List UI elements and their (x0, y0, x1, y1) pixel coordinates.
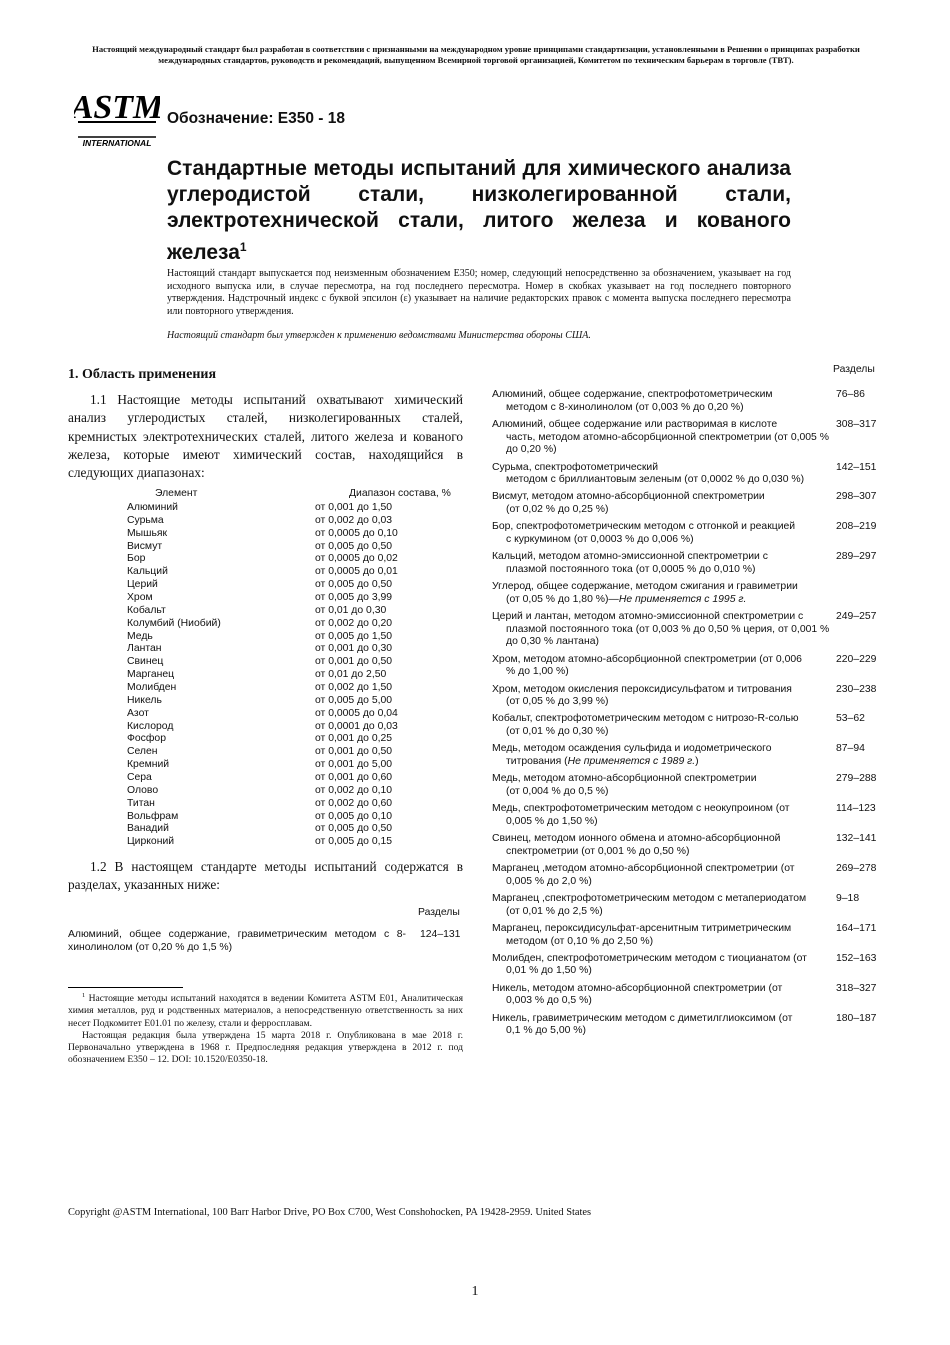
method-description (492, 462, 830, 487)
method-description (492, 521, 830, 546)
astm-logo-icon (74, 82, 160, 148)
method-line-2-text: плазмой постоянного тока (от 0,003 % до 0,50 % церия, от 0,001 % до 0,30 % лантана) (506, 623, 830, 648)
element-name: Селен (127, 746, 158, 758)
method-description (492, 803, 830, 828)
element-range: от 0,0005 до 0,10 (315, 527, 398, 539)
element-name: Кислород (127, 720, 174, 732)
table-row (127, 682, 489, 695)
method-description (492, 893, 830, 918)
method-line-2 (492, 876, 830, 889)
method-line-2 (492, 756, 830, 769)
method-entry (68, 929, 463, 954)
method-line-2-text: (от 0,05 % до 3,99 %) (506, 696, 609, 708)
sections-label-right: Разделы (833, 364, 875, 375)
method-sections: 124–131 (420, 929, 461, 940)
section-1-heading: 1. Область применения (68, 367, 217, 382)
method-line-2 (492, 696, 830, 709)
element-range: от 0,005 до 5,00 (315, 694, 393, 706)
table-row (127, 643, 489, 656)
method-entry (492, 654, 884, 679)
element-name: Марганец (127, 669, 175, 681)
table-row (127, 772, 489, 785)
method-sections: 230–238 (836, 683, 877, 695)
method-line-1: Кальций, методом атомно-эмиссионной спектрометрии с (492, 551, 768, 563)
method-line-2-text: плазмой постоянного тока (от 0,0005 % до 0,010 %) (506, 563, 756, 575)
element-range: от 0,0001 до 0,03 (315, 720, 398, 732)
method-sections: 53–62 (836, 713, 865, 725)
method-line-2-text: (от 0,004 % до 0,5 %) (506, 785, 609, 797)
method-line-1: Бор, спектрофотометрическим методом с отгонкой и реакцией (492, 521, 796, 533)
issuance-note: Настоящий стандарт выпускается под неизменным обозначением E350; номер, следующий непосредственно за обозначением, указывает на год исходного выпуска или, в случае пересмотра, на год последнего пересмотра. Номер в скобках указывает на год последнего повторного утверждения. Надстрочный индекс с буквой эпсилон (ε) указывает на наличие редакторских правок с момента выпуска последнего пересмотра или повторного утверждения. (167, 268, 791, 317)
element-name: Медь (127, 630, 153, 642)
method-line-2-text: часть, методом атомно-абсорбционной спектрометрии (от 0,005 % до 0,20 %) (506, 431, 829, 456)
table-row (127, 823, 489, 836)
method-note-italic: Не применяется с 1989 г. (567, 756, 696, 768)
method-line-1: Сурьма, спектрофотометрический (492, 461, 659, 473)
element-range: от 0,005 до 0,15 (315, 836, 393, 848)
method-sections: 180–187 (836, 1012, 877, 1024)
table-row (127, 566, 489, 579)
table-row (127, 708, 489, 721)
method-line-1: Никель, методом атомно-абсорбционной спектрометрии (от (492, 982, 783, 994)
element-range: от 0,002 до 0,20 (315, 617, 393, 629)
method-sections: 298–307 (836, 491, 877, 503)
approval-note: Настоящий стандарт был утвержден к применению ведомствами Министерства обороны США. (167, 330, 591, 341)
method-line-2 (492, 726, 830, 739)
element-name: Хром (127, 592, 153, 604)
footnote-committee (68, 990, 463, 1030)
designation: Обозначение: E350 - 18 (167, 110, 346, 127)
method-line-2-text: (от 0,01 % до 2,5 %) (506, 905, 603, 917)
method-line-2 (492, 504, 830, 517)
method-entry (492, 923, 884, 948)
element-name: Сера (127, 772, 152, 784)
method-description (492, 551, 830, 576)
method-line-2-text: % до 1,00 %) (506, 666, 569, 678)
method-line-1: Свинец, методом ионного обмена и атомно-абсорбционной (492, 833, 781, 845)
element-column-header: Элемент (155, 488, 198, 499)
method-description (492, 654, 830, 679)
method-line-1: Кобальт, спектрофотометрическим методом с нитрозо-R-солью (492, 713, 799, 725)
method-line-2 (492, 906, 830, 919)
method-sections: 269–278 (836, 863, 877, 874)
element-range: от 0,0005 до 0,01 (315, 566, 398, 578)
method-line-2 (492, 846, 830, 859)
method-line-1: Марганец, пероксидисульфат-арсенитным титриметрическим (492, 922, 792, 934)
method-description (492, 713, 830, 738)
table-row (127, 811, 489, 824)
element-range: от 0,002 до 1,50 (315, 682, 393, 694)
method-sections: 76–86 (836, 389, 865, 400)
method-entry (492, 581, 884, 606)
method-description (492, 833, 830, 858)
method-line-2-text: 0,005 % до 1,50 %) (506, 815, 598, 827)
method-line-2-text: 0,01 % до 1,50 %) (506, 965, 592, 977)
element-name: Цирконий (127, 836, 175, 848)
method-line-1: Углерод, общее содержание, методом сжигания и гравиметрии (492, 581, 798, 593)
method-entry (492, 773, 884, 798)
sections-label-left: Разделы (418, 907, 460, 918)
method-line-2-text: (от 0,05 % до 1,80 %)— (506, 593, 619, 605)
table-row (127, 746, 489, 759)
method-line-2 (492, 432, 830, 457)
paragraph-1-2: 1.2 В настоящем стандарте методы испытаний содержатся в разделах, указанных ниже: (68, 859, 463, 893)
method-line-2 (492, 402, 830, 415)
method-entry (492, 611, 884, 649)
table-row (127, 541, 489, 554)
method-entry (492, 803, 884, 828)
element-name: Вольфрам (127, 810, 179, 822)
method-line-2 (492, 936, 830, 949)
method-entry (492, 833, 884, 858)
method-description (492, 863, 830, 888)
method-line-1: Марганец ,методом атомно-абсорбционной спектрометрии (от (492, 863, 795, 874)
footnote-edition: Настоящая редакция была утверждена 15 марта 2018 г. Опубликована в мае 2018 г. Первоначально утверждена в 1968 г. Предпоследняя редакция утверждена в 2012 г. под обозначением E350 – 12. DOI: 10.1520/E0350-18. (68, 1029, 463, 1066)
element-name: Бор (127, 553, 146, 565)
method-entry (492, 419, 884, 457)
element-range: от 0,002 до 0,03 (315, 514, 393, 526)
method-entry (492, 462, 884, 487)
method-line-1: Хром, методом атомно-абсорбционной спектрометрии (от 0,006 (492, 653, 802, 665)
element-range: от 0,002 до 0,10 (315, 784, 393, 796)
table-row (127, 785, 489, 798)
copyright: Copyright @ASTM International, 100 Barr Harbor Drive, PO Box C700, West Conshohocken, PA 19428-2959. United States (68, 1207, 592, 1218)
footnote-committee-text: Настоящие методы испытаний находятся в ведении Комитета ASTM E01, Аналитическая химия металлов, руд и родственных материалов, а непосредственную ответственность за них несет Подкомитет E01.01 по железу, стали и ферросплавам. (68, 993, 463, 1029)
method-line-2-text: титрования ( (506, 756, 568, 768)
method-line-2-text: 0,003 % до 0,5 %) (506, 995, 592, 1007)
method-line-1: Хром, методом окисления пероксидисульфатом и титрования (492, 683, 792, 695)
method-description (492, 491, 830, 516)
element-range: от 0,001 до 0,50 (315, 656, 393, 668)
method-description (492, 581, 830, 606)
method-sections: 318–327 (836, 982, 877, 994)
method-sections: 87–94 (836, 743, 865, 755)
method-line-2-text: спектрометрии (от 0,001 % до 0,50 %) (506, 845, 690, 857)
table-row (127, 836, 489, 849)
method-line-2-text: методом (от 0,10 % до 2,50 %) (506, 935, 654, 947)
table-row (127, 592, 489, 605)
table-row (127, 502, 489, 515)
table-row (127, 733, 489, 746)
method-line-1: Висмут, методом атомно-абсорбционной спектрометрии (492, 491, 765, 503)
method-note-italic: Не применяется с 1995 г. (618, 593, 747, 605)
method-line-1: Церий и лантан, методом атомно-эмиссионной спектрометрии с (492, 611, 804, 623)
document-title-text: Стандартные методы испытаний для химического анализа углеродистой стали, низколегированной стали, электротехнической стали, литого железа и кованого железа (167, 157, 791, 264)
footnote (68, 990, 463, 1066)
method-entry (492, 983, 884, 1008)
footnote-mark: 1 (82, 992, 86, 999)
method-line-2 (492, 995, 830, 1008)
method-sections: 249–257 (836, 611, 877, 623)
method-line-1: Алюминий, общее содержание или растворимая в кислоте (492, 418, 778, 430)
method-line-1: Медь, спектрофотометрическим методом с неокупроином (от (492, 803, 790, 815)
element-range: от 0,005 до 1,50 (315, 630, 393, 642)
title-footnote-mark: 1 (239, 240, 247, 254)
method-line-2 (492, 534, 830, 547)
table-row (127, 579, 489, 592)
table-row (127, 721, 489, 734)
page-number: 1 (471, 1284, 479, 1299)
method-line-2-text: (от 0,01 % до 0,30 %) (506, 726, 609, 738)
table-row (127, 798, 489, 811)
element-name: Лантан (127, 643, 162, 655)
method-line-2-text: 0,1 % до 5,00 %) (506, 1025, 586, 1037)
element-name: Кобальт (127, 604, 166, 616)
method-sections: 152–163 (836, 952, 877, 964)
method-description (492, 1013, 830, 1038)
table-row (127, 631, 489, 644)
method-line-1: Марганец ,спектрофотометрическим методом с метапериодатом (492, 892, 807, 904)
element-name: Фосфор (127, 733, 166, 745)
method-line-2-text: методом с 8-хинолинолом (от 0,003 % до 0,20 %) (506, 401, 744, 413)
element-range: от 0,001 до 0,30 (315, 643, 393, 655)
method-line-2-text: методом с бриллиантовым зеленым (от 0,0002 % до 0,030 %) (506, 474, 805, 486)
method-description (492, 419, 830, 457)
element-name: Церий (127, 579, 158, 591)
composition-table-body (127, 502, 489, 849)
method-description (492, 389, 830, 414)
method-line-2 (492, 666, 830, 679)
element-name: Алюминий (127, 502, 178, 513)
element-range: от 0,005 до 0,10 (315, 810, 393, 822)
table-row (127, 669, 489, 682)
element-name: Титан (127, 797, 155, 809)
method-description (492, 923, 830, 948)
element-name: Свинец (127, 656, 164, 668)
element-range: от 0,01 до 0,30 (315, 604, 387, 616)
method-sections: 289–297 (836, 551, 877, 563)
method-note-tail: ) (695, 756, 699, 768)
method-entry (492, 389, 884, 414)
method-description (492, 983, 830, 1008)
element-range: от 0,005 до 0,50 (315, 540, 393, 552)
method-line-2 (492, 624, 830, 649)
method-entry (492, 893, 884, 918)
element-range: от 0,005 до 3,99 (315, 592, 393, 604)
method-sections: 308–317 (836, 418, 877, 430)
method-line-1: Никель, гравиметрическим методом с диметилглиоксимом (от (492, 1012, 793, 1024)
logo-international: INTERNATIONAL (82, 138, 152, 148)
method-sections: 142–151 (836, 461, 877, 473)
element-range: от 0,001 до 0,50 (315, 746, 393, 758)
method-line-1: Медь, методом атомно-абсорбционной спектрометрии (492, 773, 757, 785)
method-line-1: Алюминий, общее содержание, спектрофотометрическим (492, 389, 773, 400)
element-name: Ванадий (127, 823, 169, 835)
method-description (492, 773, 830, 798)
method-line-2-text: (от 0,02 % до 0,25 %) (506, 504, 609, 516)
method-sections: 114–123 (836, 803, 876, 815)
method-entry (492, 1013, 884, 1038)
table-row (127, 605, 489, 618)
element-range: от 0,002 до 0,60 (315, 797, 393, 809)
method-sections: 132–141 (836, 833, 877, 845)
method-entry (492, 863, 884, 888)
element-range: от 0,0005 до 0,04 (315, 707, 398, 719)
method-entry (492, 684, 884, 709)
element-range: от 0,001 до 1,50 (315, 502, 393, 513)
element-range: от 0,001 до 0,60 (315, 772, 393, 784)
element-range: от 0,005 до 0,50 (315, 579, 393, 591)
method-line-2 (492, 786, 830, 799)
element-range: от 0,005 до 0,50 (315, 823, 393, 835)
composition-table-header (127, 488, 489, 502)
element-range: от 0,001 до 5,00 (315, 759, 393, 771)
element-name: Молибден (127, 682, 177, 694)
method-line-1: Молибден, спектрофотометрическим методом с тиоцианатом (от (492, 952, 807, 964)
element-range: от 0,01 до 2,50 (315, 669, 387, 681)
element-name: Кальций (127, 566, 168, 578)
table-row (127, 553, 489, 566)
paragraph-1-1: 1.1 Настоящие методы испытаний охватывают химический анализ углеродистых сталей, низколегированных сталей, кремнистых электротехнических сталей, литого железа и кованого железа, которые имеют химический состав, находящийся в следующих диапазонах: (68, 392, 463, 481)
range-column-header: Диапазон состава, % (349, 488, 451, 499)
method-sections: 220–229 (836, 653, 877, 665)
element-name: Азот (127, 707, 149, 719)
method-description: Алюминий, общее содержание, гравиметрическим методом с 8-хинолинолом (от 0,20 % до 1,5 %) (68, 929, 406, 953)
table-row (127, 695, 489, 708)
table-row (127, 759, 489, 772)
method-line-2 (492, 816, 830, 829)
method-description (492, 743, 830, 768)
logo-mark: ASTM (74, 89, 160, 126)
element-name: Сурьма (127, 514, 164, 526)
method-description (492, 684, 830, 709)
element-range: от 0,0005 до 0,02 (315, 553, 398, 565)
composition-table (127, 488, 489, 849)
method-entry (492, 491, 884, 516)
element-name: Колумбий (Ниобий) (127, 617, 221, 629)
table-row (127, 528, 489, 541)
method-line-1: Медь, методом осаждения сульфида и иодометрического (492, 743, 772, 755)
element-name: Висмут (127, 540, 163, 552)
method-entry (492, 713, 884, 738)
method-line-2 (492, 474, 830, 487)
method-description (492, 953, 830, 978)
method-entry (492, 953, 884, 978)
table-row (127, 656, 489, 669)
method-line-2 (492, 594, 830, 607)
method-description (492, 611, 830, 649)
element-name: Олово (127, 784, 159, 796)
footnote-separator (68, 987, 183, 988)
method-line-2-text: с куркумином (от 0,0003 % до 0,006 %) (506, 534, 694, 546)
method-sections: 208–219 (836, 521, 877, 533)
method-entry (492, 521, 884, 546)
methods-list (492, 389, 884, 1042)
element-name: Мышьяк (127, 527, 168, 539)
element-range: от 0,001 до 0,25 (315, 733, 393, 745)
method-line-2 (492, 965, 830, 978)
astm-logo (74, 82, 160, 148)
element-name: Никель (127, 694, 162, 706)
method-entry (492, 743, 884, 768)
method-entry (492, 551, 884, 576)
method-line-2 (492, 1025, 830, 1038)
document-title (167, 156, 791, 266)
method-sections: 279–288 (836, 773, 877, 785)
standards-notice: Настоящий международный стандарт был разработан в соответствии с признанными на международном уровне принципами стандартизации, установленными в Решении о принципах разработки международных стандартов, руководств и рекомендаций, выпущенном Всемирной торговой организацией, Комитетом по техническим барьерам в торговле (ТВТ). (92, 44, 860, 65)
table-row (127, 515, 489, 528)
method-sections: 164–171 (836, 922, 877, 934)
method-sections: 9–18 (836, 892, 860, 904)
method-line-2 (492, 564, 830, 577)
table-row (127, 618, 489, 631)
method-line-2-text: 0,005 % до 2,0 %) (506, 875, 592, 887)
element-name: Кремний (127, 759, 170, 771)
